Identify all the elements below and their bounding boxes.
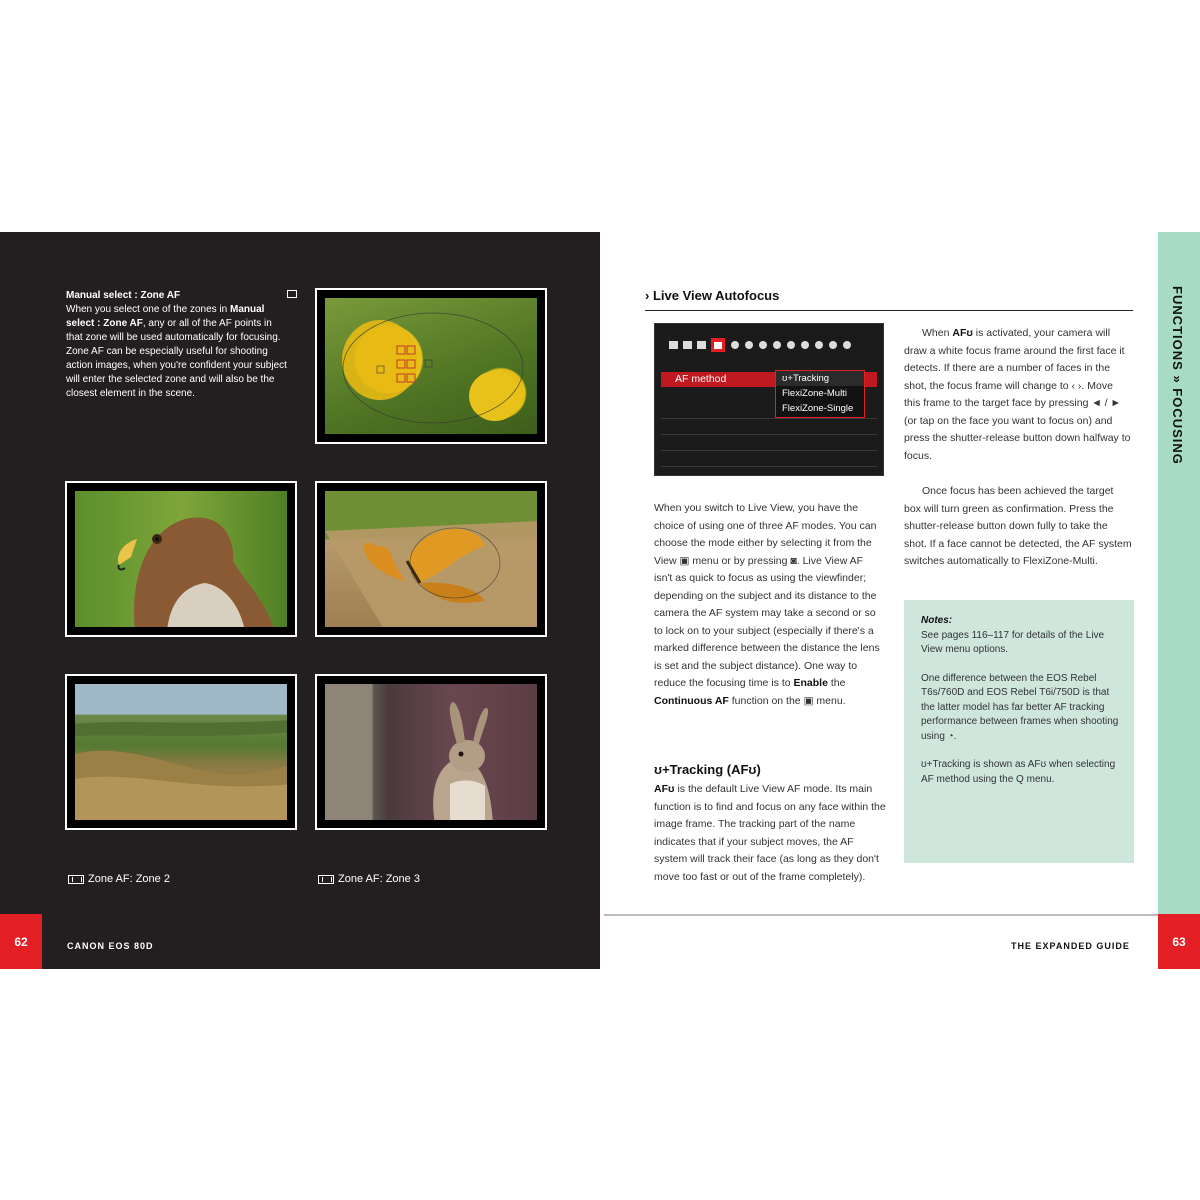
hare-illustration [325,684,537,820]
zone-af-icon [287,290,297,298]
column-2-para-2: Once focus has been achieved the target box will turn green as confirmation. Press the shutter-release button down fully to take the shot. If a face cannot be detected, the AF system switches automatically to FlexiZone-Multi. [904,485,1132,567]
notes-title: Notes: [921,615,953,626]
zone-af-icon [68,1068,84,1077]
column-2-para-1: When AFʊ is activated, your camera will draw a white focus frame around the first face it detects. If there are a number of faces in the shot, the focus frame will change to ‹ ›. Move this frame to the target face by pressing ◄ / ► (or tap on the face you want to focus on) and press the shutter-release button down halfway to focus. [904,327,1131,462]
notes-para-2: One difference between the EOS Rebel T6s/760D and EOS Rebel T6i/750D is that the latter model has far better AF tracking performance between frames when shooting using ◔. [921,672,1119,742]
zone-af-icon [68,875,84,884]
zone-af-icon [318,1068,334,1077]
column-1-para-2: AFʊ is the default Live View AF mode. Its main function is to find and focus on any face within the image frame. The tracking part of the name indicates that if your subject moves, the AF system will track their face (as long as they don't move too fast or out of the frame completely). [654,783,886,883]
camera-icon: ▣ [803,694,814,707]
notes-para-1: See pages 116–117 for details of the Live View menu options. [921,629,1105,655]
menu-row-empty [661,452,877,467]
bottom-rule [604,914,1158,916]
menu-label: AF method [675,373,727,385]
section-label: FUNCTIONS » FOCUSING [1170,286,1185,465]
notes-para-3: ʊ+Tracking is shown as AFʊ when selecting AF method using the Q menu. [921,759,1116,785]
menu-tab-icons [655,336,883,358]
menu-row-empty [661,404,877,419]
page-number-right: 63 [1158,914,1200,969]
camera-menu-screen [654,323,884,476]
photo-zone-3 [315,481,547,637]
subheading-tracking: ʊ+Tracking (AFʊ) [654,762,761,777]
option-tracking[interactable]: ʊ+Tracking [776,371,864,386]
left-page [0,232,600,1078]
notes-box [904,600,1134,863]
wall-illustration [75,684,287,820]
hawk-illustration [75,491,287,627]
menu-row-empty [661,436,877,451]
menu-row-empty [661,420,877,435]
photo-zone-2 [65,481,297,637]
intro-text-block [66,289,291,401]
af-zone-overlay-1 [325,298,537,434]
footer-left: CANON EOS 80D [67,941,154,951]
live-view-button-icon: ◙ [790,554,797,567]
column-1-para-1: When you switch to Live View, you have the choice of using one of three AF modes. You can choose the mode either by selecting it from the View ▣ menu or by pressing ◙. Live View AF isn't as quick to focus as using the viewfinder; depending on the subject and its distance to the camera the AF system may take a second or so to lock on to your subject (especially if there's a marked difference between the distance the lens is set and the subject distance). One way to reduce the focusing time is to Enable the Continuous AF function on the ▣ menu. [654,502,880,707]
photo-zone-5 [315,674,547,830]
caption-zone-2: Zone AF: Zone 2 [68,873,170,885]
caption-zone-3: Zone AF: Zone 3 [318,873,420,885]
intro-text-1: When you select one of the zones in [66,304,230,315]
caption-zone-5: Zone AF: Zone 5 [318,1066,420,1078]
caption-zone-4: Zone AF: Zone 4 [68,1066,170,1078]
page-number-left: 62 [0,914,42,969]
photo-zone-1 [315,288,547,444]
intro-title: Manual select : Zone AF [66,290,181,301]
footer-right: THE EXPANDED GUIDE [1011,941,1130,951]
zone-af-icon [318,875,334,884]
option-flexizone-multi[interactable]: FlexiZone-Multi [782,388,847,399]
option-flexizone-single[interactable]: FlexiZone-Single [782,403,854,414]
title-rule [645,310,1133,311]
intro-text-2: , any or all of the AF points in that zone will be used automatically for focusing. Zone AF can be especially useful for shooting action images, when you're confident your subject will enter the selected zone and will also be the closest element in the scene. [66,318,287,399]
intro-bold: Manual select : Zone AF [66,304,265,329]
camera-icon: ▣ [679,554,690,567]
photo-zone-4 [65,674,297,830]
page-title: › Live View Autofocus [645,288,780,303]
butterfly-illustration [325,491,537,627]
